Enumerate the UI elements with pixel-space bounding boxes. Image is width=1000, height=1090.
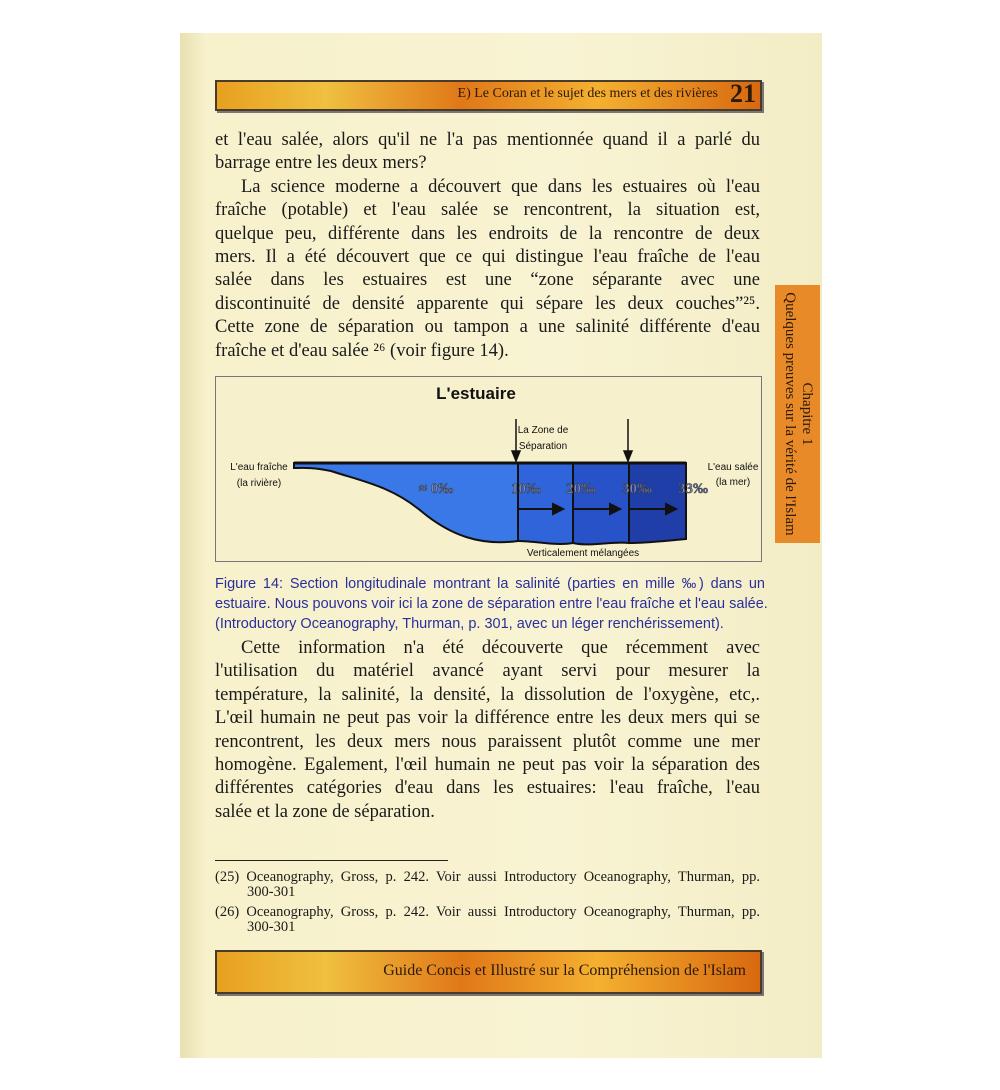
caption-line: (Introductory Oceanography, Thurman, p. 301, avec un léger renchérissement). — [215, 616, 724, 632]
salinity-label: 20‰ — [566, 481, 596, 497]
text-line: quelque peu, différente dans les endroits de la rencontre de deux — [215, 223, 760, 244]
page-header-bar — [215, 80, 762, 111]
mixed-label: Verticalement mélangées — [526, 548, 640, 559]
chapter-number: Chapitre 1 — [798, 382, 815, 446]
book-title: Guide Concis et Illustré sur la Compréhension de l'Islam — [383, 962, 746, 979]
salinity-label: 10‰ — [511, 481, 541, 497]
text-line: barrage entre les deux mers? — [215, 153, 427, 174]
chapter-title: Quelques preuves sur la vérité de l'Islam — [781, 292, 798, 536]
text-line: température, la salinité, la densité, la dissolution de l'oxygène, etc,. — [215, 684, 760, 705]
footnote-pages: 300-301 — [247, 884, 296, 900]
footnote-text: (26) Oceanography, Gross, p. 242. Voir aussi Introductory Oceanography, Thurman, pp. — [215, 904, 760, 920]
salt-water-label: L'eau salée — [707, 462, 759, 473]
figure-title: L'estuaire — [436, 384, 516, 403]
salinity-label: 33‰ — [678, 481, 708, 497]
figure-caption — [215, 574, 768, 634]
page-number: 21 — [730, 79, 756, 108]
footnote-text: (25) Oceanography, Gross, p. 242. Voir aussi Introductory Oceanography, Thurman, pp. — [215, 869, 760, 885]
text-line: La science moderne a découvert que dans les estuaires où l'eau — [241, 176, 760, 197]
text-line: fraîche (potable) et l'eau salée se rencontrent, la situation est, — [215, 200, 760, 221]
text-line: Cette zone de séparation ou tampon a une salinité différente d'eau — [215, 317, 760, 338]
sea-label: (la mer) — [715, 477, 751, 488]
zone-label: La Zone de — [517, 425, 569, 436]
fresh-water-zone — [294, 463, 518, 542]
text-line: Cette information n'a été découverte que récemment avec — [241, 638, 760, 658]
text-line: discontinuité de densité apparente qui sépare les deux couches”²⁵. — [215, 293, 760, 314]
text-line: salée et la zone de séparation. — [215, 801, 435, 822]
chapter-section-title: E) Le Coran et le sujet des mers et des rivières — [457, 86, 718, 101]
text-line: mers. Il a été découvert que ce qui distingue l'eau fraîche de l'eau — [215, 247, 760, 268]
zone-label: Séparation — [518, 441, 568, 452]
fresh-water-label: L'eau fraîche — [230, 462, 288, 473]
paragraph-3 — [215, 637, 760, 824]
salinity-label: 30‰ — [622, 481, 652, 497]
text-line: l'utilisation du matériel avancé ayant servi pour mesurer la — [215, 661, 760, 682]
footnote-pages: 300-301 — [247, 919, 296, 935]
text-line: différentes catégories d'eau dans les estuaires: l'eau fraîche, l'eau — [215, 778, 760, 799]
footnote-26 — [215, 905, 760, 935]
footnotes — [215, 870, 760, 940]
text-line: salée dans les estuaires est une “zone séparante avec une — [215, 270, 760, 291]
chapter-side-tab — [775, 285, 820, 543]
page-footer-bar — [215, 950, 762, 994]
salinity-label: ≈ 0‰ — [418, 481, 454, 497]
caption-line: Figure 14: Section longitudinale montrant la salinité (parties en mille ‰) dans un — [215, 576, 765, 592]
footnote-25 — [215, 870, 760, 900]
zone-10 — [518, 463, 573, 544]
zone-30 — [629, 463, 686, 543]
text-line: fraîche et d'eau salée ²⁶ (voir figure 14). — [215, 340, 509, 361]
footnote-divider — [215, 860, 448, 861]
text-line: rencontrent, les deux mers nous paraissent plutôt comme une mer — [215, 731, 760, 752]
text-line: L'œil humain ne peut pas voir la différence entre les deux mers qui se — [215, 708, 760, 729]
caption-line: estuaire. Nous pouvons voir ici la zone de séparation entre l'eau fraîche et l'eau salée. — [215, 596, 768, 612]
river-label: (la rivière) — [236, 478, 282, 489]
paragraph-1 — [215, 129, 760, 363]
text-line: et l'eau salée, alors qu'il ne l'a pas mentionnée quand il a parlé du — [215, 130, 760, 150]
zone-20 — [573, 463, 629, 544]
text-line: homogène. Egalement, l'œil humain ne peut pas voir la séparation des — [215, 755, 760, 776]
estuary-figure — [215, 376, 762, 562]
